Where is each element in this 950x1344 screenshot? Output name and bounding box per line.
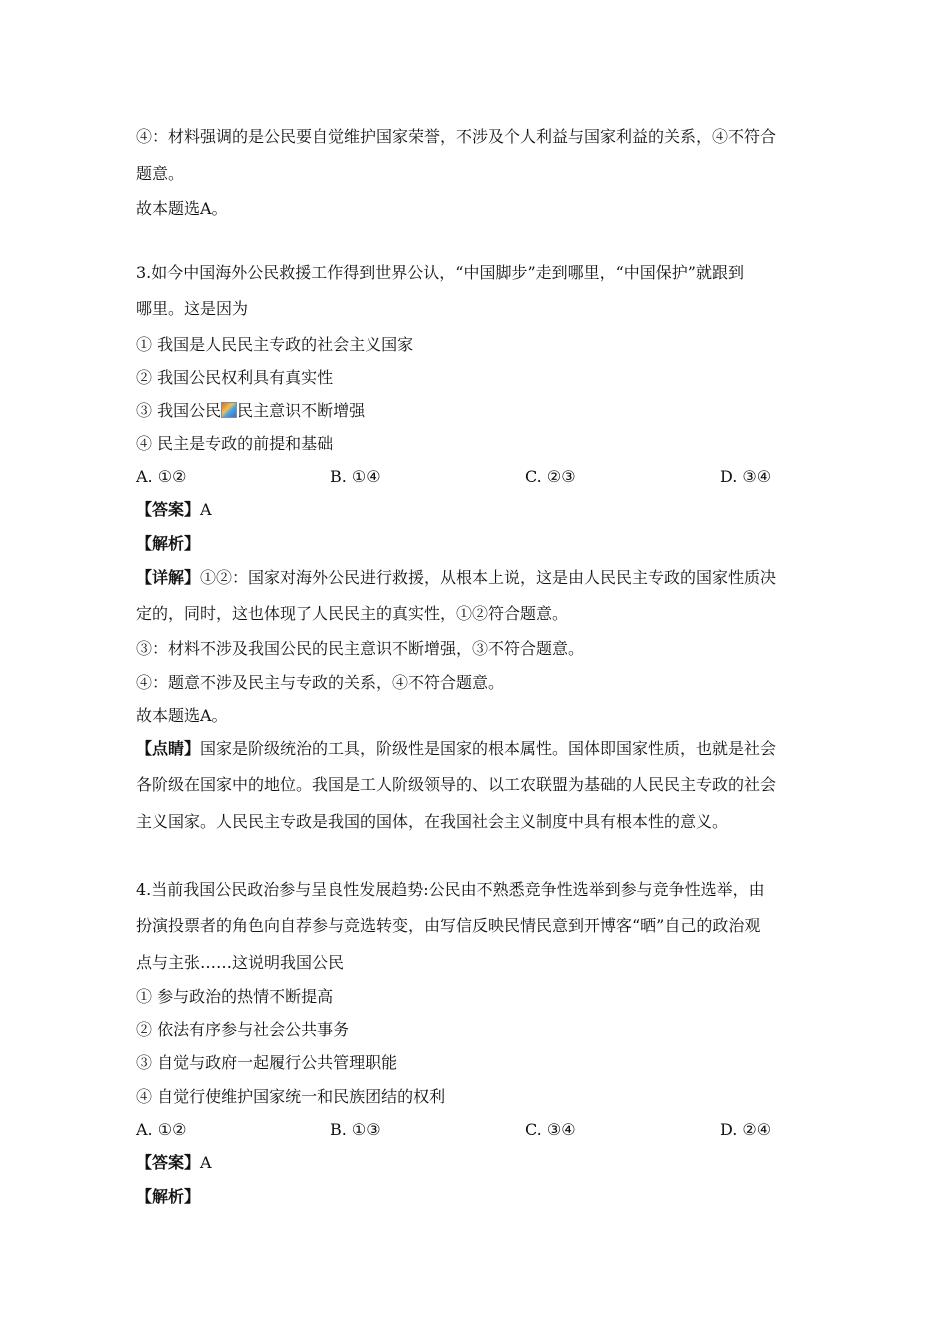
q2-conclusion: 故本题选A。 [136, 199, 228, 218]
q3-stem-line2: 哪里。这是因为 [136, 299, 249, 318]
q4-stem-line1: 4.当前我国公民政治参与呈良性发展趋势:公民由不熟悉竞争性选举到参与竞争性选举，由 [136, 880, 765, 899]
q3-item-3-post: 民主意识不断增强 [237, 401, 366, 420]
q4-answer-value: A [200, 1153, 212, 1172]
q4-item-3: ③ 自觉与政府一起履行公共管理职能 [136, 1053, 398, 1072]
q4-option-c: C. ③④ [525, 1120, 576, 1139]
q3-detail-line4: ④：题意不涉及民主与专政的关系，④不符合题意。 [136, 673, 505, 692]
q3-item-4: ④ 民主是专政的前提和基础 [136, 434, 334, 453]
q3-stem-line1: 3.如今中国海外公民救援工作得到世界公认，“中国脚步”走到哪里，“中国保护”就跟到 [136, 263, 744, 282]
q3-point-text1: 国家是阶级统治的工具，阶级性是国家的根本属性。国体即国家性质，也就是社会 [200, 739, 777, 758]
q4-option-d: D. ②④ [720, 1120, 772, 1139]
q3-item-3 [136, 401, 826, 421]
q3-option-b: B. ①④ [330, 467, 381, 486]
q3-point-tag: 【点睛】 [136, 739, 201, 758]
q3-answer [136, 500, 826, 520]
q4-answer-tag: 【答案】 [136, 1153, 201, 1172]
q4-stem-line3: 点与主张……这说明我国公民 [136, 953, 345, 972]
q3-detail-tag: 【详解】 [136, 568, 201, 587]
q3-detail-line1 [136, 568, 826, 588]
q3-analysis-tag: 【解析】 [136, 534, 201, 553]
q4-analysis-tag: 【解析】 [136, 1187, 201, 1206]
q3-conclusion: 故本题选A。 [136, 706, 228, 725]
q2-analysis-item4-line2: 题意。 [136, 164, 185, 183]
q3-analysis-heading [136, 534, 826, 554]
q3-item-1: ① 我国是人民民主专政的社会主义国家 [136, 335, 414, 354]
q3-item-2: ② 我国公民权利具有真实性 [136, 368, 334, 387]
q3-point-line1 [136, 739, 826, 759]
q3-point-line3: 主义国家。人民民主专政是我国的国体，在我国社会主义制度中具有根本性的意义。 [136, 812, 729, 831]
q4-item-2: ② 依法有序参与社会公共事务 [136, 1020, 350, 1039]
q2-analysis-item4-line1: ④：材料强调的是公民要自觉维护国家荣誉，不涉及个人利益与国家利益的关系，④不符合 [136, 127, 777, 146]
q3-item-3-pre: ③ 我国公民 [136, 401, 222, 420]
q3-option-d: D. ③④ [720, 467, 772, 486]
q3-option-c: C. ②③ [525, 467, 576, 486]
q3-point-line2: 各阶级在国家中的地位。我国是工人阶级领导的、以工农联盟为基础的人民民主专政的社会 [136, 775, 777, 794]
q4-option-b: B. ①③ [330, 1120, 381, 1139]
q4-option-a: A. ①② [136, 1120, 187, 1139]
q3-detail-text1: ①②：国家对海外公民进行救援，从根本上说，这是由人民民主专政的国家性质决 [200, 568, 777, 587]
q3-detail-line3: ③：材料不涉及我国公民的民主意识不断增强，③不符合题意。 [136, 639, 585, 658]
q3-option-a: A. ①② [136, 467, 187, 486]
q4-item-1: ① 参与政治的热情不断提高 [136, 987, 334, 1006]
q3-detail-line2: 定的，同时，这也体现了人民民主的真实性，①②符合题意。 [136, 604, 569, 623]
q4-answer [136, 1153, 826, 1173]
inline-image-icon [221, 402, 237, 418]
q3-answer-value: A [200, 500, 212, 519]
q4-stem-line2: 扮演投票者的角色向自荐参与竞选转变，由写信反映民情民意到开博客“晒”自己的政治观 [136, 916, 761, 935]
q4-analysis-heading [136, 1187, 826, 1207]
q3-answer-tag: 【答案】 [136, 500, 201, 519]
q4-item-4: ④ 自觉行使维护国家统一和民族团结的权利 [136, 1087, 446, 1106]
